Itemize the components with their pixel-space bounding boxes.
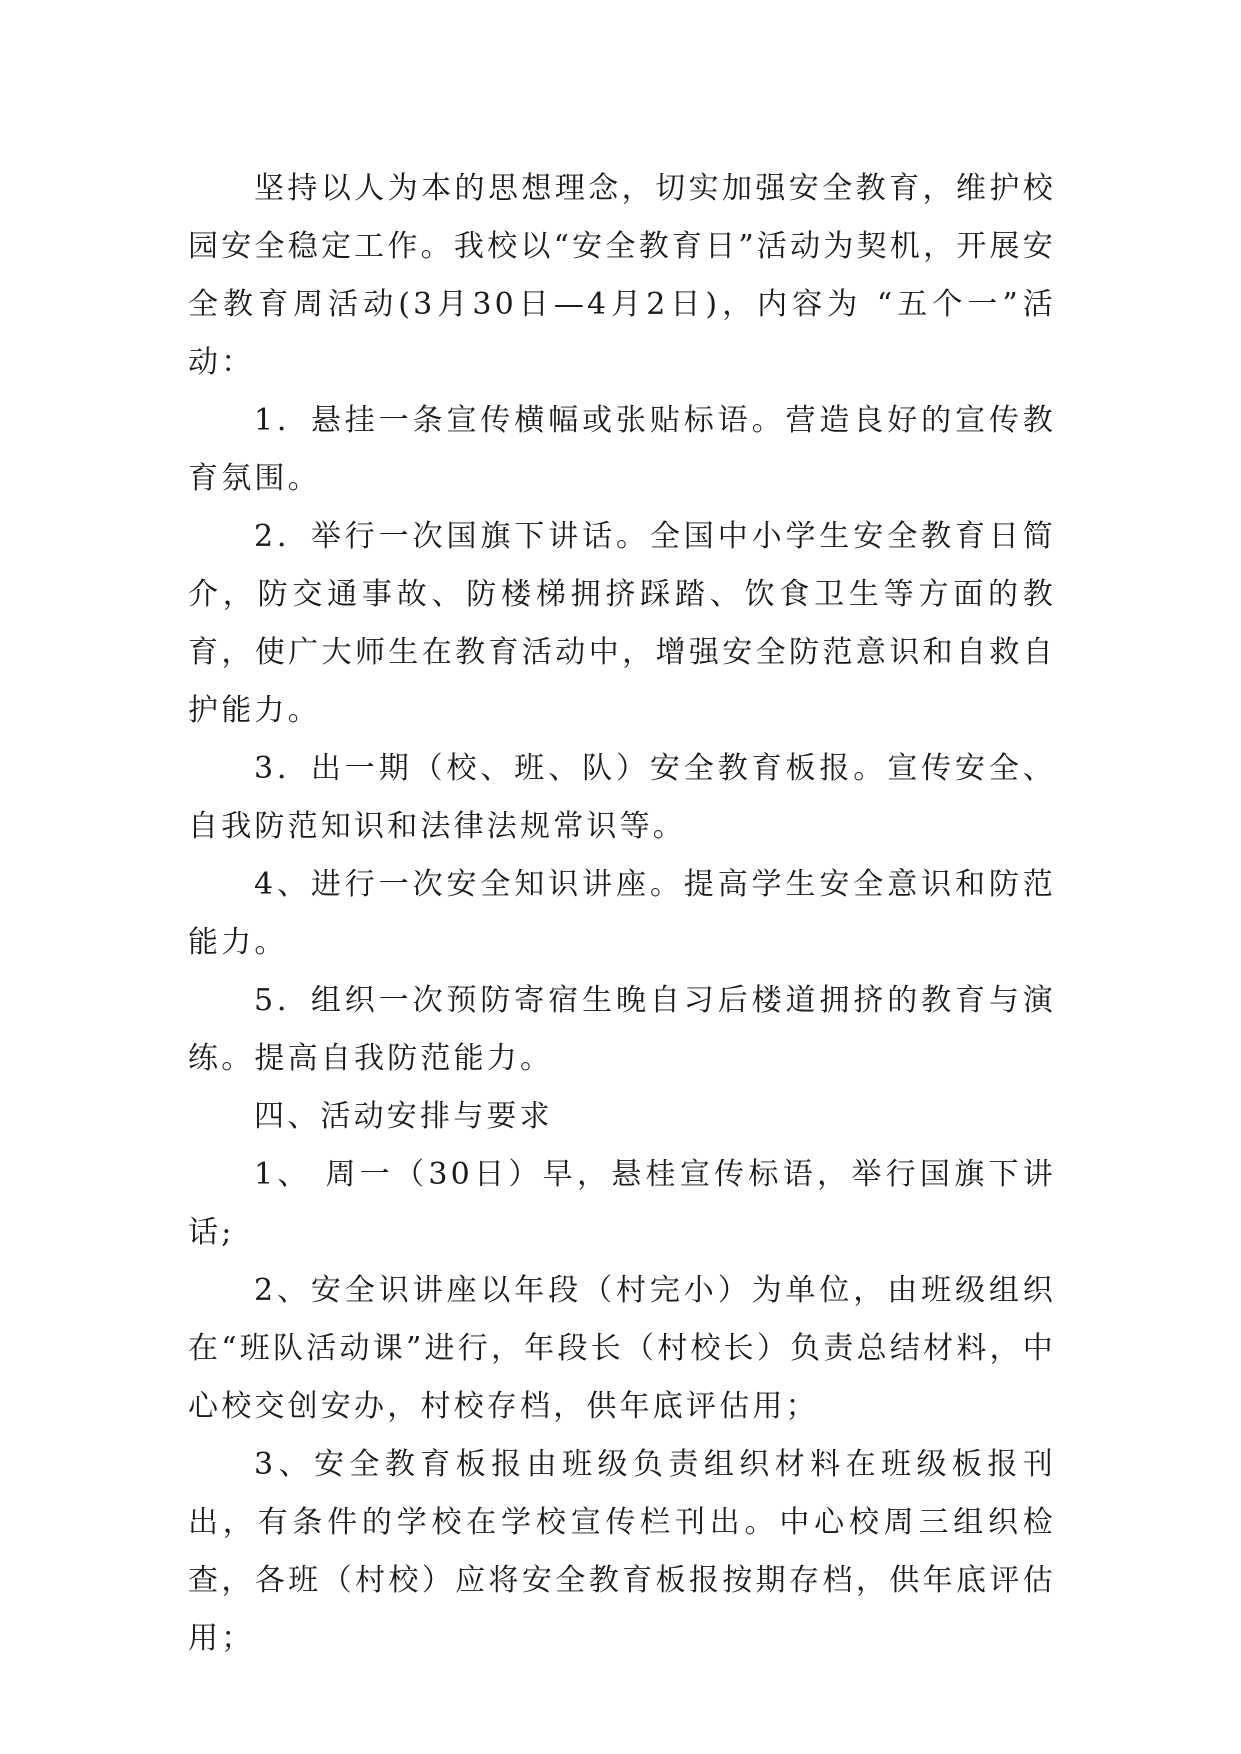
paragraph-item-3: 3．出一期（校、班、队）安全教育板报。宣传安全、自我防范知识和法律法规常识等。	[188, 751, 1056, 844]
paragraph-arrangement-1: 1、 周一（30日）早，悬桂宣传标语，举行国旗下讲话;	[188, 1157, 1056, 1250]
paragraph-intro: 坚持以人为本的思想理念，切实加强安全教育，维护校园安全稳定工作。我校以“安全教育日”活动为契机，开展安全教育周活动(3月30日—4月2日)，内容为 “五个一”活动：	[188, 171, 1056, 380]
paragraph-arrangement-2: 2、安全识讲座以年段（村完小）为单位，由班级组织在“班队活动课”进行，年段长（村校长）负责总结材料，中心校交创安办，村校存档，供年底评估用；	[188, 1273, 1056, 1424]
paragraph-item-5: 5．组织一次预防寄宿生晚自习后楼道拥挤的教育与演练。提高自我防范能力。	[188, 983, 1056, 1076]
paragraph-item-4: 4、进行一次安全知识讲座。提高学生安全意识和防范能力。	[188, 867, 1056, 960]
paragraph-item-1: 1．悬挂一条宣传横幅或张贴标语。营造良好的宣传教育氛围。	[188, 403, 1056, 496]
section-heading: 四、活动安排与要求	[254, 1099, 553, 1134]
paragraph-item-2: 2．举行一次国旗下讲话。全国中小学生安全教育日简介，防交通事故、防楼梯拥挤踩踏、饮食卫生等方面的教育，使广大师生在教育活动中，增强安全防范意识和自救自护能力。	[188, 519, 1056, 728]
document-body	[188, 160, 1056, 1668]
paragraph-arrangement-3: 3、安全教育板报由班级负责组织材料在班级板报刊出，有条件的学校在学校宣传栏刊出。中心校周三组织检查，各班（村校）应将安全教育板报按期存档，供年底评估用；	[188, 1447, 1056, 1656]
